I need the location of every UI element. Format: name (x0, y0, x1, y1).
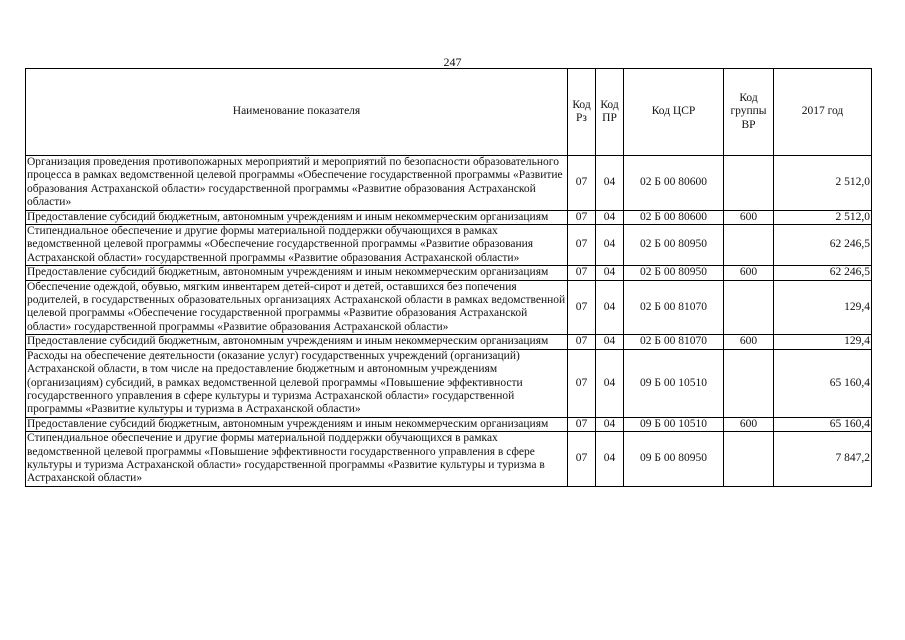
row-vr: 600 (724, 266, 774, 280)
row-csr: 02 Б 00 80600 (624, 156, 724, 211)
row-rz: 07 (568, 335, 596, 349)
row-rz: 07 (568, 225, 596, 266)
row-amount: 129,4 (774, 280, 872, 335)
row-vr: 600 (724, 210, 774, 224)
row-csr: 09 Б 00 80950 (624, 432, 724, 487)
row-vr (724, 349, 774, 417)
table-header-row (26, 69, 872, 156)
row-csr: 02 Б 00 81070 (624, 335, 724, 349)
row-rz: 07 (568, 432, 596, 487)
row-amount: 62 246,5 (774, 225, 872, 266)
row-rz: 07 (568, 417, 596, 431)
row-csr: 02 Б 00 80600 (624, 210, 724, 224)
row-amount: 65 160,4 (774, 417, 872, 431)
row-pr: 04 (596, 280, 624, 335)
budget-table (25, 68, 872, 487)
row-csr: 02 Б 00 80950 (624, 266, 724, 280)
row-csr: 02 Б 00 80950 (624, 225, 724, 266)
header-name: Наименование показателя (26, 69, 568, 156)
table-row (26, 335, 872, 349)
row-name: Предоставление субсидий бюджетным, автономным учреждениям и иным некоммерческим организациям (26, 210, 568, 224)
table-row (26, 280, 872, 335)
row-rz: 07 (568, 156, 596, 211)
table-row (26, 156, 872, 211)
row-pr: 04 (596, 349, 624, 417)
row-name: Стипендиальное обеспечение и другие формы материальной поддержки обучающихся в рамках ведомственной целевой программы «Повышение эффективности государственного управления в сфере культуры и туризма Астраханской области» государственной программы «Развитие культуры и туризма в Астраханской области» (26, 432, 568, 487)
row-name: Стипендиальное обеспечение и другие формы материальной поддержки обучающихся в рамках ведомственной целевой программы «Обеспечение государственной программы «Развитие образования Астраханской области» государственной программы «Развитие образования Астраханской области» (26, 225, 568, 266)
header-year: 2017 год (774, 69, 872, 156)
row-pr: 04 (596, 432, 624, 487)
row-vr (724, 432, 774, 487)
header-pr: Код ПР (596, 69, 624, 156)
row-rz: 07 (568, 349, 596, 417)
row-pr: 04 (596, 266, 624, 280)
row-name: Предоставление субсидий бюджетным, автономным учреждениям и иным некоммерческим организациям (26, 417, 568, 431)
row-amount: 2 512,0 (774, 210, 872, 224)
row-vr: 600 (724, 417, 774, 431)
row-amount: 2 512,0 (774, 156, 872, 211)
table-row (26, 432, 872, 487)
row-amount: 65 160,4 (774, 349, 872, 417)
row-name: Организация проведения противопожарных мероприятий и мероприятий по безопасности образовательного процесса в рамках ведомственной целевой программы «Обеспечение государственной программы «Развитие образования Астраханской области» государственной программы «Развитие образования Астраханской области» (26, 156, 568, 211)
row-pr: 04 (596, 417, 624, 431)
row-pr: 04 (596, 210, 624, 224)
row-name: Предоставление субсидий бюджетным, автономным учреждениям и иным некоммерческим организациям (26, 335, 568, 349)
row-csr: 09 Б 00 10510 (624, 349, 724, 417)
row-amount: 7 847,2 (774, 432, 872, 487)
table-row (26, 349, 872, 417)
row-csr: 09 Б 00 10510 (624, 417, 724, 431)
row-pr: 04 (596, 335, 624, 349)
header-rz: Код Рз (568, 69, 596, 156)
header-csr: Код ЦСР (624, 69, 724, 156)
row-rz: 07 (568, 210, 596, 224)
row-vr: 600 (724, 335, 774, 349)
row-csr: 02 Б 00 81070 (624, 280, 724, 335)
table-row (26, 210, 872, 224)
row-pr: 04 (596, 156, 624, 211)
row-rz: 07 (568, 266, 596, 280)
row-name: Расходы на обеспечение деятельности (оказание услуг) государственных учреждений (организаций) Астраханской области, в том числе на предоставление бюджетным и автономным учреждениям (организациям) субсидий, в рамках ведомственной целевой программы «Повышение эффективности государственного управления в сфере культуры и туризма Астраханской области» государственной программы «Развитие культуры и туризма в Астраханской области» (26, 349, 568, 417)
row-vr (724, 280, 774, 335)
page-number: 247 (443, 55, 462, 69)
row-name: Предоставление субсидий бюджетным, автономным учреждениям и иным некоммерческим организациям (26, 266, 568, 280)
row-vr (724, 156, 774, 211)
row-rz: 07 (568, 280, 596, 335)
header-vr: Код группы ВР (724, 69, 774, 156)
row-pr: 04 (596, 225, 624, 266)
row-name: Обеспечение одеждой, обувью, мягким инвентарем детей-сирот и детей, оставшихся без попечения родителей, в государственных образовательных организациях Астраханской области в рамках ведомственной целевой программы «Обеспечение государственной программы «Развитие образования Астраханской области» государственной программы «Развитие образования Астраханской области» (26, 280, 568, 335)
table-row (26, 266, 872, 280)
row-amount: 129,4 (774, 335, 872, 349)
row-vr (724, 225, 774, 266)
table-row (26, 417, 872, 431)
row-amount: 62 246,5 (774, 266, 872, 280)
table-row (26, 225, 872, 266)
